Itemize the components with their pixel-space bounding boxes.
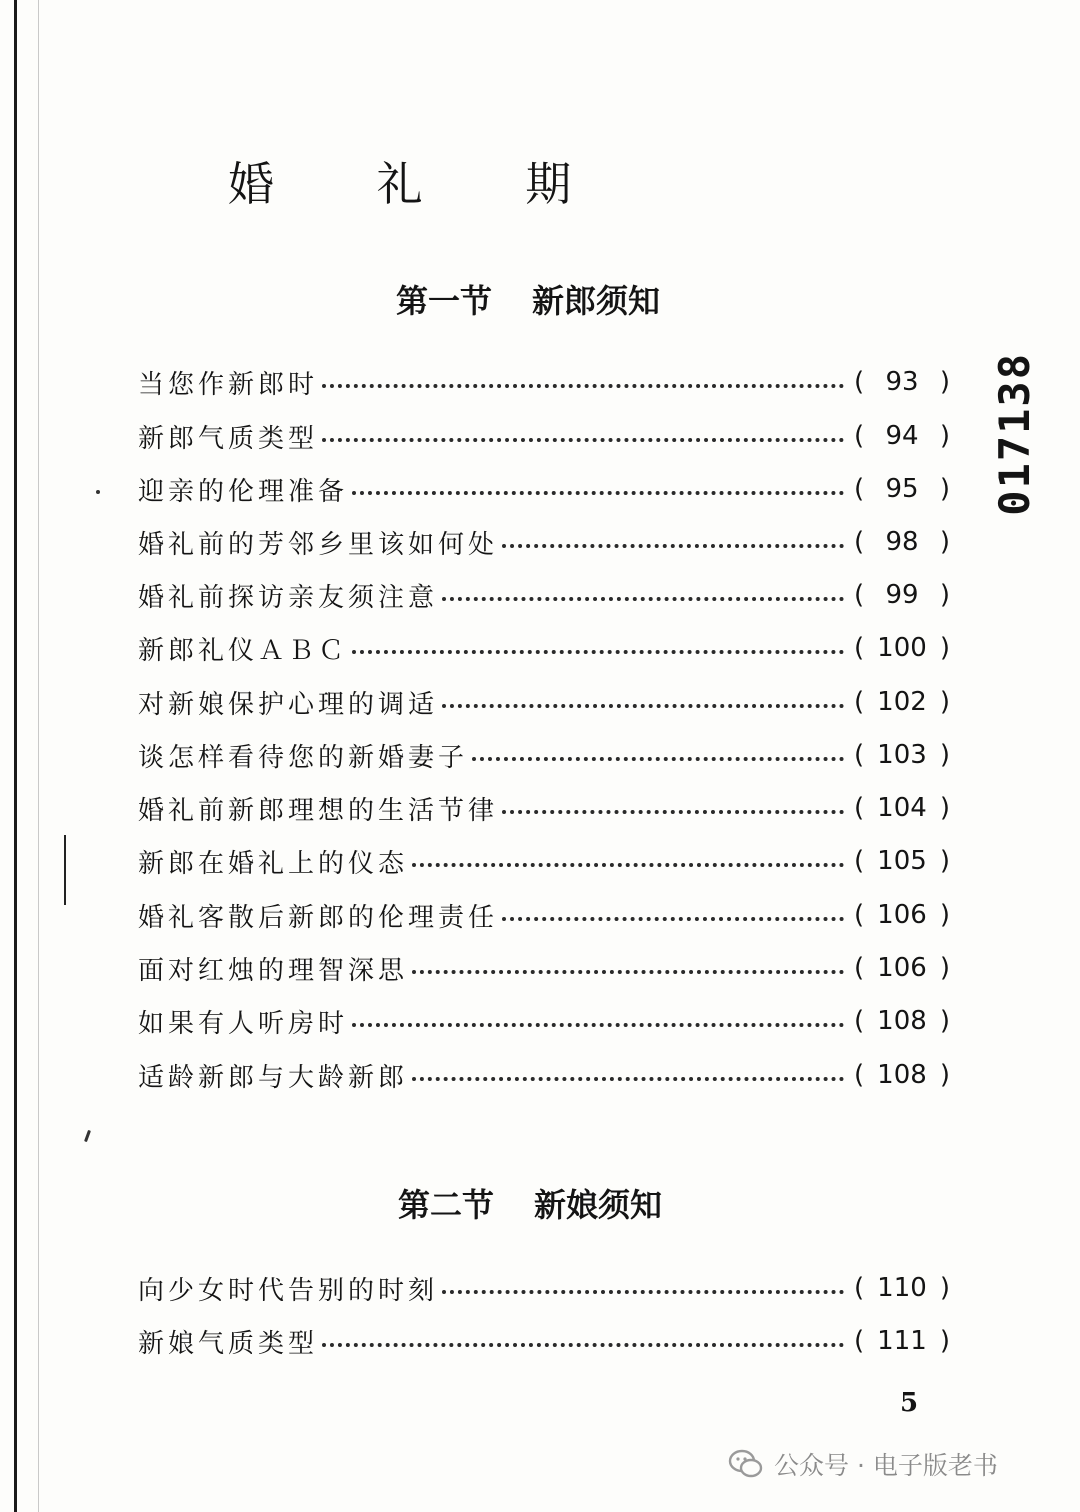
toc-entry-page bbox=[854, 1060, 950, 1090]
dot-leader bbox=[412, 863, 844, 867]
toc-entry-page bbox=[854, 1326, 950, 1356]
dot-leader bbox=[472, 757, 844, 761]
section-heading bbox=[398, 1180, 662, 1226]
paren-close: ) bbox=[939, 1326, 950, 1356]
toc-entry-title: 如果有人听房时 bbox=[138, 1008, 349, 1039]
section-name: 新郎须知 bbox=[532, 282, 661, 320]
toc-entry-title: 婚礼客散后新郎的伦理责任 bbox=[138, 902, 499, 933]
page-number: 5 bbox=[900, 1388, 919, 1418]
toc-entry bbox=[138, 1055, 950, 1095]
toc-entry-title: 向少女时代告别的时刻 bbox=[138, 1275, 439, 1306]
page-border-left bbox=[14, 0, 17, 1512]
page-ref: 100 bbox=[877, 633, 927, 663]
toc-entry-title: 适龄新郎与大龄新郎 bbox=[138, 1062, 409, 1093]
paren-open: ( bbox=[854, 1060, 865, 1090]
paren-close: ) bbox=[939, 953, 950, 983]
paren-close: ) bbox=[939, 421, 950, 451]
paren-close: ) bbox=[939, 846, 950, 876]
toc-entry-page bbox=[854, 1006, 950, 1036]
dot-leader bbox=[322, 384, 844, 388]
dot-leader bbox=[442, 1290, 844, 1294]
toc-entry-title: 新郎气质类型 bbox=[138, 423, 319, 454]
dot-leader bbox=[412, 1077, 844, 1081]
paren-close: ) bbox=[939, 740, 950, 770]
page-ref: 104 bbox=[877, 793, 927, 823]
paren-close: ) bbox=[939, 793, 950, 823]
dot-leader bbox=[352, 650, 844, 654]
toc-entry-page bbox=[854, 527, 950, 557]
toc-entry bbox=[138, 735, 950, 775]
toc-entry bbox=[138, 895, 950, 935]
page-ref: 105 bbox=[877, 846, 927, 876]
dot-leader bbox=[352, 1023, 844, 1027]
paren-open: ( bbox=[854, 474, 865, 504]
toc-entry bbox=[138, 1321, 950, 1361]
dot-leader bbox=[502, 917, 844, 921]
print-speck bbox=[84, 1130, 91, 1142]
paren-close: ) bbox=[939, 687, 950, 717]
toc-entry-page bbox=[854, 1273, 950, 1303]
paren-close: ) bbox=[939, 1273, 950, 1303]
toc-entry-title: 面对红烛的理智深思 bbox=[138, 955, 409, 986]
toc-entry-title: 新郎礼仪ＡＢＣ bbox=[138, 635, 349, 666]
page-ref: 106 bbox=[877, 953, 927, 983]
paren-open: ( bbox=[854, 953, 865, 983]
paren-open: ( bbox=[854, 367, 865, 397]
toc-entry bbox=[138, 628, 950, 668]
section-name: 新娘须知 bbox=[534, 1186, 663, 1224]
toc-entry-title: 新郎在婚礼上的仪态 bbox=[138, 848, 409, 879]
page-ref: 111 bbox=[877, 1326, 927, 1356]
paren-open: ( bbox=[854, 900, 865, 930]
part-title: 婚 礼 期 bbox=[228, 157, 616, 211]
paren-close: ) bbox=[939, 1060, 950, 1090]
toc-entry-page bbox=[854, 953, 950, 983]
dot-leader bbox=[322, 1343, 844, 1347]
paren-open: ( bbox=[854, 687, 865, 717]
toc-entry bbox=[138, 362, 950, 402]
toc-entry-title: 对新娘保护心理的调适 bbox=[138, 689, 439, 720]
toc-entry bbox=[138, 841, 950, 881]
paren-close: ) bbox=[939, 580, 950, 610]
paren-open: ( bbox=[854, 1326, 865, 1356]
section-number: 第二节 bbox=[398, 1186, 495, 1224]
dot-leader bbox=[502, 810, 844, 814]
toc-entry bbox=[138, 416, 950, 456]
toc-entry-page bbox=[854, 846, 950, 876]
paren-open: ( bbox=[854, 580, 865, 610]
paren-open: ( bbox=[854, 740, 865, 770]
dot-leader bbox=[442, 704, 844, 708]
print-speck bbox=[96, 490, 100, 494]
dot-leader bbox=[502, 544, 844, 548]
toc-entry bbox=[138, 788, 950, 828]
toc-entry-page bbox=[854, 900, 950, 930]
watermark bbox=[728, 1446, 998, 1482]
toc-entry-page bbox=[854, 367, 950, 397]
page-ref: 93 bbox=[885, 367, 919, 397]
toc-entry-title: 当您作新郎时 bbox=[138, 369, 319, 400]
page-ref: 108 bbox=[877, 1006, 927, 1036]
toc-entry bbox=[138, 575, 950, 615]
toc-entry bbox=[138, 1268, 950, 1308]
page-ref: 103 bbox=[877, 740, 927, 770]
toc-entry-title: 迎亲的伦理准备 bbox=[138, 476, 349, 507]
paren-open: ( bbox=[854, 1273, 865, 1303]
toc-entry-title: 婚礼前探访亲友须注意 bbox=[138, 582, 439, 613]
section-heading bbox=[396, 276, 660, 322]
paren-open: ( bbox=[854, 1006, 865, 1036]
paren-close: ) bbox=[939, 527, 950, 557]
wechat-icon bbox=[728, 1449, 764, 1479]
toc-entry bbox=[138, 522, 950, 562]
dot-leader bbox=[442, 597, 844, 601]
paren-open: ( bbox=[854, 793, 865, 823]
page-ref: 95 bbox=[885, 474, 919, 504]
paren-open: ( bbox=[854, 421, 865, 451]
toc-entry-page bbox=[854, 633, 950, 663]
paren-close: ) bbox=[939, 474, 950, 504]
dot-leader bbox=[412, 970, 844, 974]
paren-close: ) bbox=[939, 367, 950, 397]
paren-close: ) bbox=[939, 900, 950, 930]
paren-open: ( bbox=[854, 633, 865, 663]
toc-entry-title: 谈怎样看待您的新婚妻子 bbox=[138, 742, 469, 773]
paren-close: ) bbox=[939, 633, 950, 663]
toc-entry-page bbox=[854, 793, 950, 823]
toc-entry-page bbox=[854, 474, 950, 504]
library-stamp-number: 017138 bbox=[990, 352, 1039, 516]
toc-entry bbox=[138, 682, 950, 722]
toc-entry-title: 婚礼前新郎理想的生活节律 bbox=[138, 795, 499, 826]
page-ref: 102 bbox=[877, 687, 927, 717]
page-ref: 94 bbox=[885, 421, 919, 451]
margin-mark bbox=[64, 835, 66, 905]
page-border-inner bbox=[38, 0, 39, 1512]
section-number: 第一节 bbox=[396, 282, 493, 320]
toc-entry-page bbox=[854, 740, 950, 770]
toc-entry-title: 新娘气质类型 bbox=[138, 1328, 319, 1359]
page-ref: 99 bbox=[885, 580, 919, 610]
dot-leader bbox=[352, 491, 844, 495]
toc-entry-page bbox=[854, 421, 950, 451]
page-ref: 108 bbox=[877, 1060, 927, 1090]
page-ref: 98 bbox=[885, 527, 919, 557]
toc-entry-page bbox=[854, 580, 950, 610]
toc-entry bbox=[138, 469, 950, 509]
paren-open: ( bbox=[854, 846, 865, 876]
toc-entry-title: 婚礼前的芳邻乡里该如何处 bbox=[138, 529, 499, 560]
page-ref: 106 bbox=[877, 900, 927, 930]
dot-leader bbox=[322, 438, 844, 442]
paren-close: ) bbox=[939, 1006, 950, 1036]
toc-entry bbox=[138, 948, 950, 988]
page-ref: 110 bbox=[877, 1273, 927, 1303]
toc-entry-page bbox=[854, 687, 950, 717]
watermark-text: 公众号 · 电子版老书 bbox=[774, 1451, 998, 1480]
toc-entry bbox=[138, 1001, 950, 1041]
paren-open: ( bbox=[854, 527, 865, 557]
